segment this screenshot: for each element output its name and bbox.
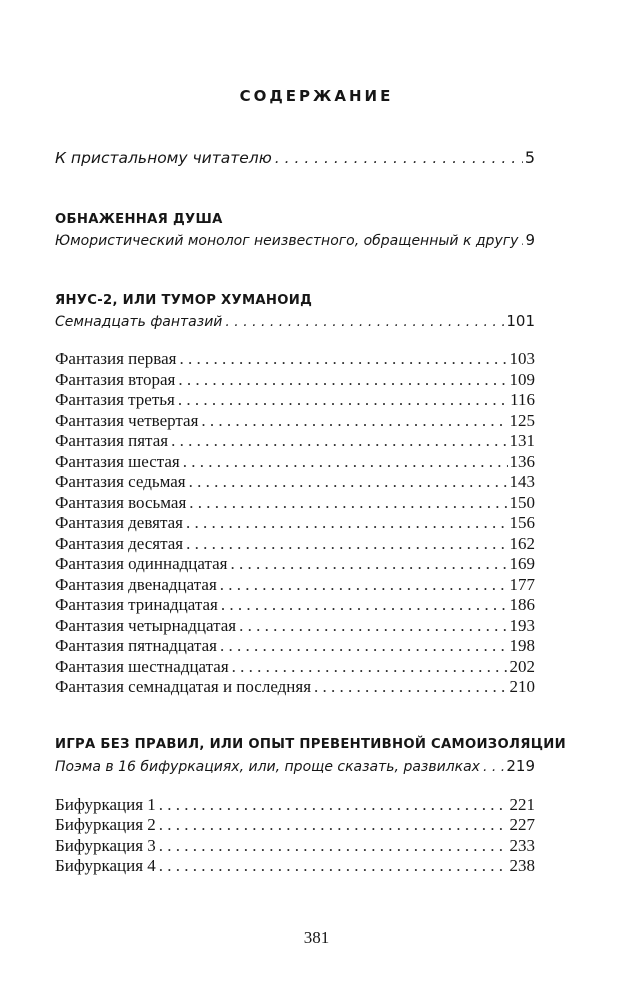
toc-entry-page: 221 [509, 795, 535, 814]
dot-leader [275, 149, 523, 167]
toc-entry[interactable] [55, 657, 535, 677]
toc-entry-label: Бифуркация 2 [55, 815, 156, 835]
toc-entry-label: Фантазия вторая [55, 369, 176, 389]
toc-entry-intro[interactable] [55, 148, 535, 168]
toc-entry-page: 131 [509, 431, 535, 450]
toc-entry-page: 198 [509, 636, 535, 655]
toc-entry[interactable] [55, 452, 535, 472]
toc-entry[interactable] [55, 677, 535, 697]
toc-entry-label: Фантазия шестнадцатая [55, 656, 229, 676]
toc-entry-label: Семнадцать фантазий [55, 314, 223, 330]
dot-leader [521, 233, 523, 249]
toc-entry-label: Фантазия седьмая [55, 472, 186, 491]
toc-entry[interactable] [55, 370, 535, 390]
section-heading: ИГРА БЕЗ ПРАВИЛ, ИЛИ ОПЫТ ПРЕВЕНТИВНОЙ САМОИЗОЛЯЦИИ [55, 737, 566, 752]
dot-leader [225, 314, 504, 330]
toc-entry-label: Фантазия пятая [55, 431, 169, 450]
toc-entry-subtitle[interactable] [55, 231, 535, 251]
dot-leader [179, 349, 507, 369]
dot-leader [220, 575, 508, 595]
toc-entry[interactable] [55, 513, 535, 533]
dot-leader [221, 595, 508, 615]
toc-entry-label: Бифуркация 3 [55, 835, 156, 855]
toc-entry-page: 227 [509, 815, 535, 835]
dot-leader [314, 677, 507, 697]
dot-leader [232, 657, 508, 677]
toc-entry-label: Поэма в 16 бифуркациях, или, проще сказать, развилках [55, 759, 480, 775]
toc-entry-page: 169 [509, 554, 535, 573]
toc-entry[interactable] [55, 856, 535, 876]
dot-leader [171, 431, 507, 451]
toc-entry-label: Фантазия восьмая [55, 492, 187, 512]
dot-leader [186, 513, 508, 533]
toc-entry-page: 156 [509, 513, 535, 532]
toc-entry-page: 150 [509, 492, 535, 512]
dot-leader [178, 370, 507, 390]
toc-entry[interactable] [55, 534, 535, 554]
toc-entry[interactable] [55, 836, 535, 856]
toc-entry-label: Бифуркация 1 [55, 795, 156, 814]
toc-entry[interactable] [55, 472, 535, 492]
toc-entry[interactable] [55, 411, 535, 431]
dot-leader [483, 759, 504, 775]
toc-entry-subtitle[interactable] [55, 312, 535, 332]
page-number: 381 [303, 928, 330, 947]
toc-entry-page: 186 [509, 595, 535, 614]
toc-entry-page: 101 [506, 312, 535, 330]
toc-entry-page: 9 [525, 231, 535, 249]
dot-leader [239, 616, 507, 636]
toc-entry-label: Фантазия семнадцатая и последняя [55, 677, 312, 696]
toc-entry-label: Юмористический монолог неизвестного, обращенный к другу [55, 233, 519, 249]
toc-entry-page: 162 [509, 533, 535, 553]
dot-leader [159, 856, 508, 876]
toc-entry-label: К пристальному читателю [55, 149, 272, 167]
toc-entry-label: Бифуркация 4 [55, 855, 156, 875]
dot-leader [231, 554, 508, 574]
toc-entry-page: 238 [509, 855, 535, 875]
dot-leader [159, 795, 508, 815]
toc-entry[interactable] [55, 349, 535, 369]
toc-entry[interactable] [55, 815, 535, 835]
toc-entry[interactable] [55, 575, 535, 595]
toc-entry-page: 210 [509, 677, 535, 696]
dot-leader [186, 534, 507, 554]
toc-entry-page: 136 [509, 451, 535, 471]
toc-entry-label: Фантазия десятая [55, 533, 184, 553]
toc-entry-page: 116 [510, 390, 535, 409]
toc-entry-page: 177 [509, 574, 535, 594]
page-title: СОДЕРЖАНИЕ [239, 87, 394, 105]
toc-entry[interactable] [55, 636, 535, 656]
toc-entry-page: 193 [509, 615, 535, 635]
dot-leader [159, 815, 508, 835]
toc-entry-label: Фантазия пятнадцатая [55, 636, 217, 655]
toc-entry-page: 103 [509, 349, 535, 368]
toc-entry-page: 233 [509, 835, 535, 855]
toc-entry-label: Фантазия четырнадцатая [55, 615, 237, 635]
toc-entry[interactable] [55, 595, 535, 615]
toc-entry-page: 143 [509, 472, 535, 491]
toc-entry-label: Фантазия третья [55, 390, 175, 409]
toc-entry-subtitle[interactable] [55, 757, 535, 777]
toc-entry[interactable] [55, 554, 535, 574]
toc-entry-label: Фантазия одиннадцатая [55, 554, 228, 573]
toc-entry[interactable] [55, 431, 535, 451]
toc-entry-label: Фантазия первая [55, 349, 177, 368]
dot-leader [189, 493, 507, 513]
toc-entry-label: Фантазия двенадцатая [55, 574, 217, 594]
dot-leader [159, 836, 508, 856]
toc-entry[interactable] [55, 493, 535, 513]
toc-entry[interactable] [55, 390, 535, 410]
toc-entry-page: 109 [509, 369, 535, 389]
toc-entry-label: Фантазия шестая [55, 451, 180, 471]
dot-leader [201, 411, 507, 431]
toc-entry-page: 219 [506, 757, 535, 775]
toc-entry[interactable] [55, 795, 535, 815]
toc-entry-page: 202 [509, 656, 535, 676]
dot-leader [183, 452, 508, 472]
dot-leader [189, 472, 508, 492]
toc-entry-label: Фантазия тринадцатая [55, 595, 218, 614]
dot-leader [220, 636, 508, 656]
toc-entry-page: 5 [524, 148, 535, 167]
dot-leader [178, 390, 508, 410]
section-heading: ЯНУС-2, ИЛИ ТУМОР ХУМАНОИД [55, 293, 313, 308]
toc-entry[interactable] [55, 616, 535, 636]
toc-entry-label: Фантазия девятая [55, 513, 183, 532]
toc-entry-label: Фантазия четвертая [55, 410, 199, 430]
section-heading: ОБНАЖЕННАЯ ДУША [55, 212, 223, 227]
toc-entry-page: 125 [509, 410, 535, 430]
